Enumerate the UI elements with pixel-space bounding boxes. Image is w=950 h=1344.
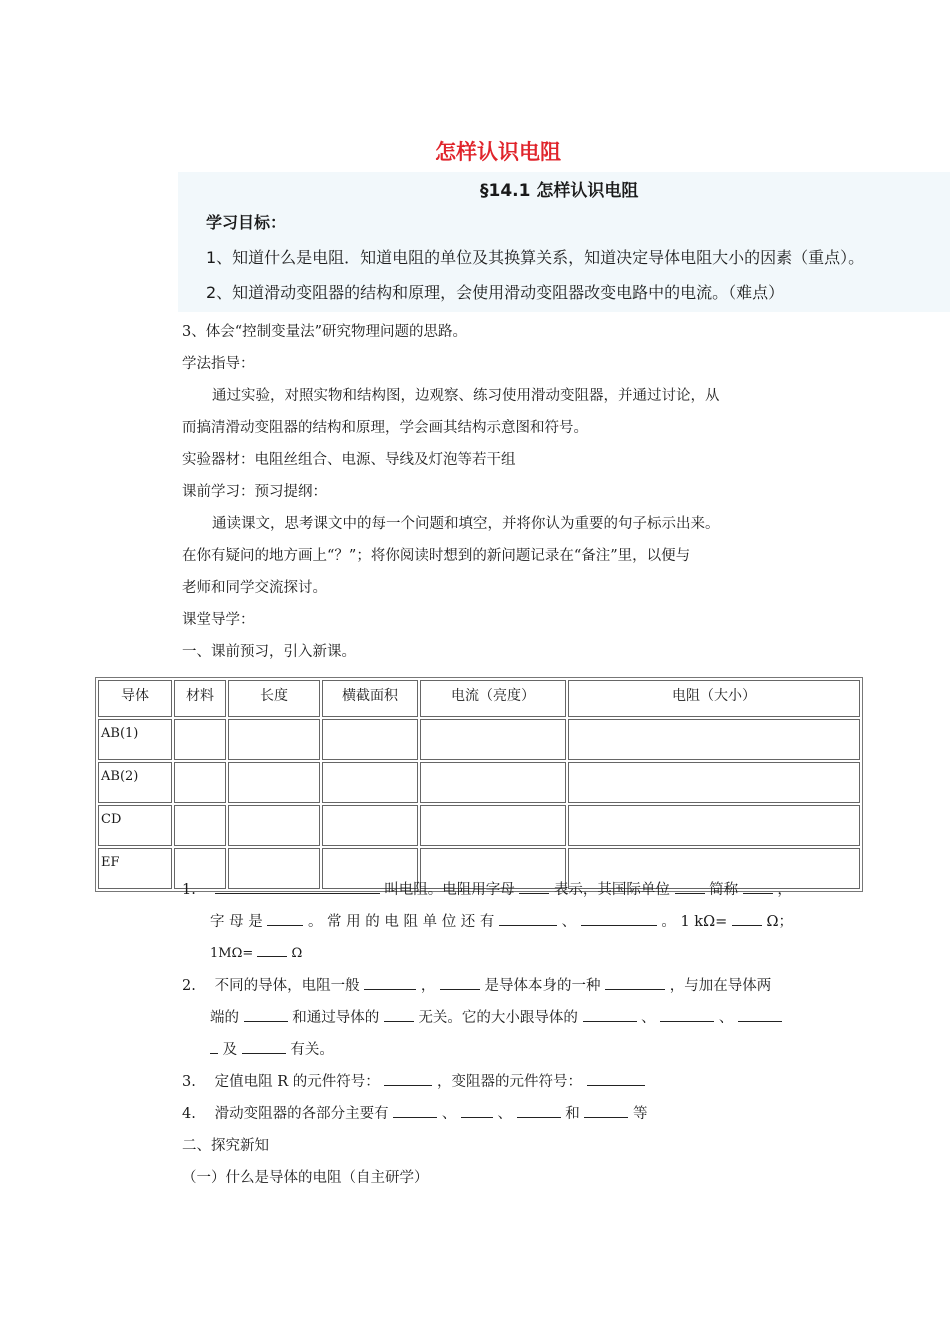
- answer-blank[interactable]: [519, 879, 549, 894]
- question-text: 、: [641, 1010, 656, 1026]
- table-cell: [420, 762, 566, 803]
- page-title: 怎样认识电阻: [435, 140, 561, 164]
- question-text: 简称: [709, 882, 739, 898]
- answer-blank[interactable]: [743, 879, 773, 894]
- question-text: 是导体本身的一种: [484, 978, 601, 994]
- answer-blank[interactable]: [267, 911, 303, 926]
- table-cell: [568, 719, 860, 760]
- question-text: ，: [777, 882, 792, 898]
- answer-blank[interactable]: [499, 911, 557, 926]
- question-text: 、: [441, 1106, 457, 1122]
- question-text: 字 母 是: [210, 914, 263, 930]
- method-text-1: 通过实验，对照实物和结构图，边观察、练习使用滑动变阻器，并通过讨论，从: [212, 388, 720, 404]
- answer-blank[interactable]: [587, 1071, 645, 1086]
- answer-blank[interactable]: [517, 1103, 561, 1118]
- answer-blank[interactable]: [738, 1007, 782, 1022]
- question-text: 、: [718, 1010, 734, 1026]
- question-text: 。 1 kΩ=: [661, 914, 728, 930]
- question-text: 端的: [210, 1010, 239, 1026]
- table-header-row: [98, 680, 860, 717]
- table-header-cell: 电流（亮度）: [420, 680, 566, 717]
- experiment-table: [95, 677, 863, 892]
- answer-blank[interactable]: [364, 975, 416, 990]
- question-text: 滑动变阻器的各部分主要有: [214, 1106, 389, 1122]
- equipment-line: 实验器材：电阻丝组合、电源、导线及灯泡等若干组: [182, 452, 516, 468]
- answer-blank[interactable]: [583, 1007, 637, 1022]
- answer-blank[interactable]: [581, 911, 657, 926]
- answer-blank[interactable]: [384, 1007, 414, 1022]
- answer-blank[interactable]: [393, 1103, 437, 1118]
- table-cell: [420, 719, 566, 760]
- answer-blank[interactable]: [257, 942, 287, 957]
- part-2-heading: 二、探究新知: [182, 1138, 269, 1154]
- answer-blank[interactable]: [384, 1071, 432, 1086]
- goal-1: 1、知道什么是电阻．知道电阻的单位及其换算关系，知道决定导体电阻大小的因素（重点）。: [206, 248, 865, 267]
- table-cell: [322, 762, 418, 803]
- question-number: 2.: [182, 978, 196, 994]
- answer-blank[interactable]: [242, 1039, 286, 1054]
- table-row: [98, 762, 860, 803]
- question-text: 表示，其国际单位: [553, 882, 670, 898]
- table-header-cell: 电阻（大小）: [568, 680, 860, 717]
- row-label: AB(1): [98, 719, 172, 760]
- row-label: EF: [98, 848, 172, 889]
- table-cell: [420, 805, 566, 846]
- question-text: 无关。它的大小跟导体的: [418, 1010, 578, 1026]
- question-text: 叫电阻。电阻用字母: [384, 882, 515, 898]
- answer-blank[interactable]: [215, 879, 380, 894]
- question-text: 1MΩ=: [210, 946, 254, 961]
- question-text: 、: [497, 1106, 513, 1122]
- question-text: 。 常 用 的 电 阻 单 位 还 有: [307, 914, 495, 930]
- question-3: [182, 1070, 645, 1091]
- answer-blank[interactable]: [210, 1039, 218, 1054]
- question-2-line-1: [182, 974, 771, 995]
- row-label: AB(2): [98, 762, 172, 803]
- table-row: [98, 719, 860, 760]
- goal-2: 2、知道滑动变阻器的结构和原理，会使用滑动变阻器改变电路中的电流。（难点）: [206, 283, 785, 302]
- table-header-cell: 导体: [98, 680, 172, 717]
- question-text: 等: [632, 1106, 648, 1122]
- question-2-line-3: [210, 1038, 334, 1059]
- question-text: ，变阻器的元件符号：: [436, 1074, 582, 1090]
- question-text: 、: [561, 914, 577, 930]
- answer-blank[interactable]: [605, 975, 665, 990]
- question-number: 3.: [182, 1074, 196, 1090]
- table-cell: [174, 719, 226, 760]
- table-cell: [174, 762, 226, 803]
- answer-blank[interactable]: [675, 879, 705, 894]
- table-cell: [228, 719, 320, 760]
- answer-blank[interactable]: [732, 911, 762, 926]
- goal-3: 3、体会“控制变量法”研究物理问题的思路。: [182, 324, 468, 340]
- answer-blank[interactable]: [584, 1103, 628, 1118]
- question-text: 不同的导体，电阻一般: [214, 978, 360, 994]
- table-header-cell: 长度: [228, 680, 320, 717]
- question-4: [182, 1102, 647, 1123]
- goals-heading: 学习目标：: [206, 213, 287, 232]
- question-text: ，与加在导体两: [669, 978, 772, 994]
- answer-blank[interactable]: [244, 1007, 288, 1022]
- row-label: CD: [98, 805, 172, 846]
- table-cell: [322, 719, 418, 760]
- question-text: ，: [420, 978, 436, 994]
- question-text: 和通过导体的: [292, 1010, 380, 1026]
- answer-blank[interactable]: [461, 1103, 493, 1118]
- table-cell: [174, 805, 226, 846]
- method-text-2: 而搞清滑动变阻器的结构和原理，学会画其结构示意图和符号。: [182, 420, 588, 436]
- question-1-line-1: [182, 878, 792, 899]
- table-header-cell: 材料: [174, 680, 226, 717]
- method-heading: 学法指导：: [182, 356, 255, 372]
- question-text: 和: [565, 1106, 580, 1122]
- question-text: 有关。: [290, 1042, 334, 1058]
- question-1-line-2: [210, 910, 793, 931]
- question-1-line-3: [210, 942, 302, 961]
- preview-text-1: 通读课文，思考课文中的每一个问题和填空，并将你认为重要的句子标示出来。: [212, 516, 720, 532]
- table-cell: [228, 805, 320, 846]
- preview-heading: 课前学习：预习提纲：: [182, 484, 327, 500]
- table-header-cell: 横截面积: [322, 680, 418, 717]
- table-row: [98, 805, 860, 846]
- question-text: Ω；: [766, 914, 794, 930]
- preview-text-3: 老师和同学交流探讨。: [182, 580, 327, 596]
- table-cell: [322, 805, 418, 846]
- answer-blank[interactable]: [660, 1007, 714, 1022]
- answer-blank[interactable]: [440, 975, 480, 990]
- question-text: Ω: [291, 946, 303, 961]
- question-number: 4.: [182, 1106, 196, 1122]
- question-2-line-2: [210, 1006, 782, 1027]
- preview-text-2: 在你有疑问的地方画上“？”；将你阅读时想到的新问题记录在“备注”里，以便与: [182, 548, 691, 564]
- class-heading: 课堂导学：: [182, 612, 255, 628]
- table-cell: [568, 805, 860, 846]
- table-cell: [228, 762, 320, 803]
- question-number: 1.: [182, 882, 196, 898]
- part-1-heading: 一、课前预习，引入新课。: [182, 644, 356, 660]
- table-cell: [568, 762, 860, 803]
- question-text: 及: [222, 1042, 238, 1058]
- question-text: 定值电阻 R 的元件符号：: [214, 1074, 380, 1090]
- section-heading: §14.1 怎样认识电阻: [480, 181, 639, 201]
- subsection-1-heading: （一）什么是导体的电阻（自主研学）: [182, 1170, 429, 1186]
